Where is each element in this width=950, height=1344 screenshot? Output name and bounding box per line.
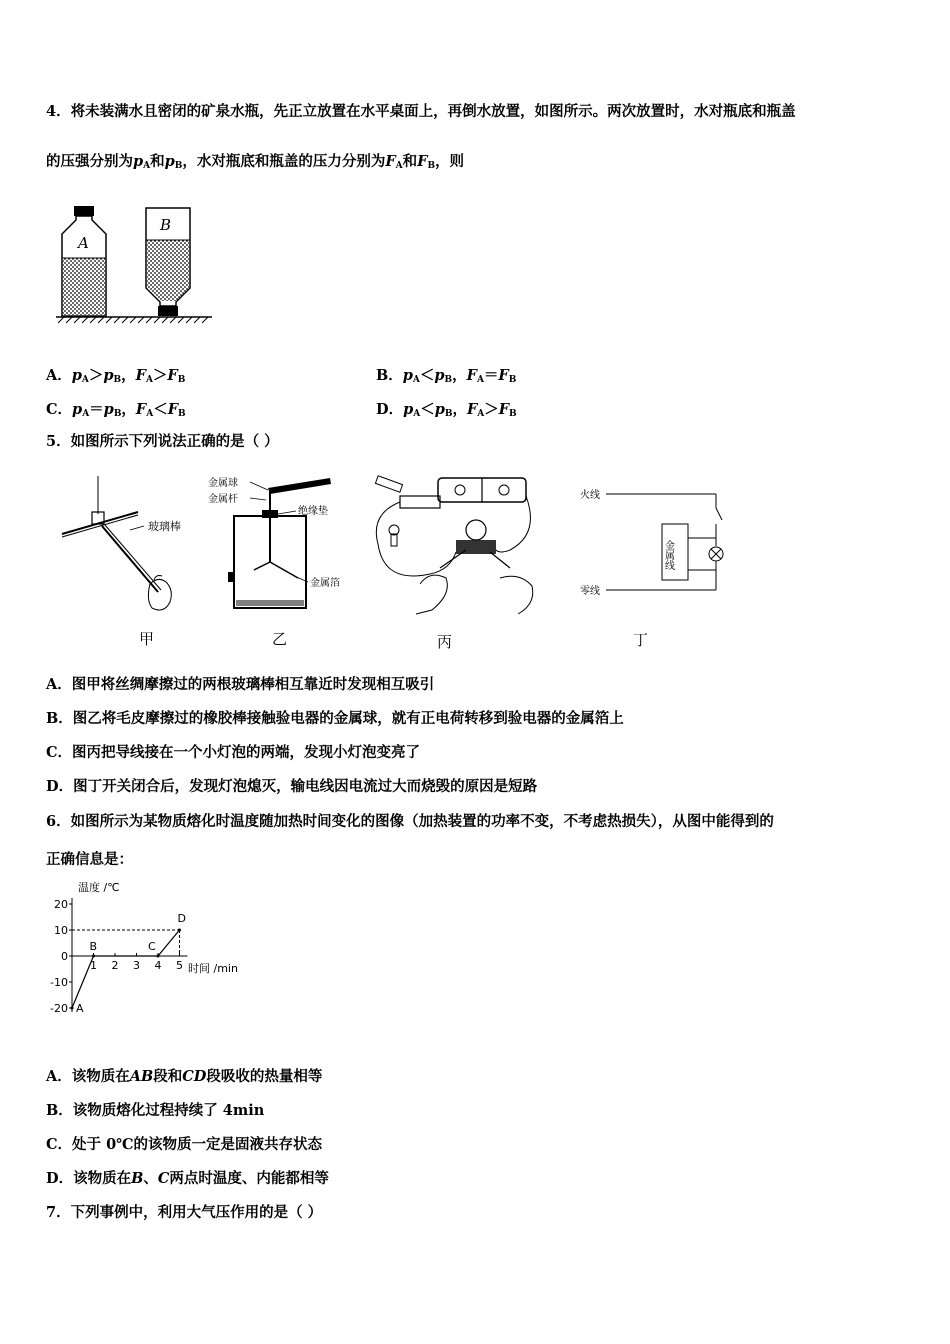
bottle-b-cap (158, 306, 178, 316)
q6-stem-line1: 6．如图所示为某物质熔化时温度随加热时间变化的图像（加热装置的功率不变，不考虑热损失），从图中能得到的 (46, 813, 774, 830)
q5-option-a[interactable]: A．图甲将丝绸摩擦过的两根玻璃棒相互靠近时发现相互吸引 (46, 676, 435, 693)
svg-text:零线: 零线 (580, 586, 600, 597)
figure-ding (576, 478, 726, 618)
x-tick-label: 1 (90, 959, 97, 972)
svg-text:金属球: 金属球 (208, 478, 238, 489)
bottles-figure (54, 200, 214, 325)
svg-text:玻璃棒: 玻璃棒 (148, 520, 181, 533)
bottle-b-label: B (160, 216, 172, 234)
q6-option-c[interactable]: C．处于 0℃的该物质一定是固液共存状态 (46, 1136, 323, 1153)
series-line (72, 930, 180, 1008)
svg-text:火线: 火线 (580, 490, 600, 501)
data-point (157, 955, 160, 958)
point-label: D (177, 912, 186, 925)
q4-option-a[interactable]: A．$p_A>p_B$，$F_A>F_B$ (46, 367, 186, 385)
data-point (71, 1007, 74, 1010)
data-point (178, 929, 181, 932)
figure-label-ding: 丁 (633, 631, 649, 649)
q6-option-d[interactable]: D．该物质在B、C两点时温度、内能都相等 (46, 1170, 329, 1187)
svg-text:绝缘垫: 绝缘垫 (298, 506, 328, 517)
y-tick-label: 20 (54, 898, 68, 911)
y-tick-label: -10 (50, 976, 68, 989)
q7-stem: 7．下列事例中，利用大气压作用的是（ ） (46, 1204, 323, 1221)
bottle-a-cap (74, 206, 94, 216)
figure-label-jia: 甲 (139, 630, 155, 648)
y-axis-title (78, 880, 120, 894)
q4-stem-line1: 4．将未装满水且密闭的矿泉水瓶，先正立放置在水平桌面上，再倒水放置，如图所示。两次放置时，水对瓶底和瓶盖 (46, 103, 796, 120)
figure-label-bing: 丙 (437, 633, 453, 651)
q6-option-b[interactable]: B．该物质熔化过程持续了 4min (46, 1102, 265, 1119)
q5-option-b[interactable]: B．图乙将毛皮摩擦过的橡胶棒接触验电器的金属球，就有正电荷转移到验电器的金属箔上 (46, 710, 624, 727)
x-axis-title (188, 961, 238, 975)
svg-text:金属箔: 金属箔 (310, 578, 340, 589)
q4-option-c[interactable]: C．$p_A=p_B$，$F_A<F_B$ (46, 401, 186, 419)
x-tick-label: 4 (154, 959, 162, 972)
data-point (92, 955, 95, 958)
point-label: C (148, 940, 156, 953)
figure-label-yi: 乙 (272, 630, 288, 648)
q6-stem-line2: 正确信息是： (46, 851, 133, 868)
temperature-time-chart (40, 878, 270, 1028)
figure-bing (360, 474, 550, 624)
point-label: A (76, 1002, 84, 1015)
q5-option-c[interactable]: C．图丙把导线接在一个小灯泡的两端，发现小灯泡变亮了 (46, 744, 421, 761)
svg-text:时间 /min: 时间 /min (188, 962, 238, 975)
x-tick-label: 5 (176, 959, 183, 972)
svg-text:温度 /℃: 温度 /℃ (78, 881, 120, 894)
x-tick-label: 3 (133, 959, 140, 972)
y-tick-label: -20 (50, 1002, 68, 1015)
figure-jia (58, 474, 198, 624)
q5-option-d[interactable]: D．图丁开关闭合后，发现灯泡熄灭，输电线因电流过大而烧毁的原因是短路 (46, 778, 538, 795)
bottle-a-label: A (78, 234, 89, 252)
q6-option-a[interactable]: A．该物质在AB段和CD段吸收的热量相等 (46, 1068, 323, 1085)
q4-stem-line2: 的压强分别为$p_A$和$p_B$，水对瓶底和瓶盖的压力分别为$F_A$和$F_B$，则 (46, 153, 465, 171)
svg-text:金属线: 金属线 (662, 540, 674, 570)
y-tick-label: 0 (61, 950, 68, 963)
q5-stem: 5．如图所示下列说法正确的是（ ） (46, 433, 279, 450)
q4-option-b[interactable]: B．$p_A<p_B$，$F_A=F_B$ (376, 367, 517, 385)
point-label: B (89, 940, 98, 953)
figure-yi (206, 474, 356, 624)
x-tick-label: 2 (111, 959, 119, 972)
svg-text:金属杆: 金属杆 (208, 494, 238, 505)
q4-option-d[interactable]: D．$p_A<p_B$，$F_A>F_B$ (376, 401, 517, 419)
y-tick-label: 10 (54, 924, 68, 937)
